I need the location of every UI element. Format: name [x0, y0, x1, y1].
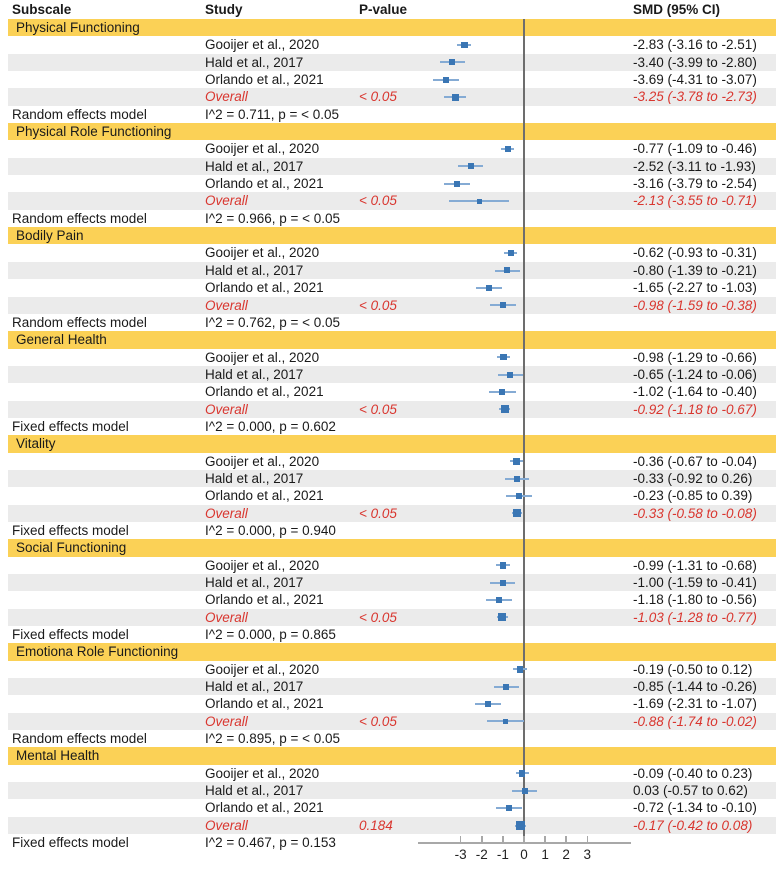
study-label: Hald et al., 2017	[205, 262, 304, 278]
study-row	[0, 470, 784, 487]
point-estimate-marker	[513, 458, 520, 465]
smd-ci-label: -2.83 (-3.16 to -2.51)	[633, 37, 757, 53]
smd-ci-label: -0.88 (-1.74 to -0.02)	[633, 713, 757, 729]
subscale-band	[0, 643, 784, 660]
model-row	[0, 418, 784, 435]
x-axis-tick	[544, 836, 546, 842]
subscale-label: Vitality	[16, 436, 56, 452]
study-label: Orlando et al., 2021	[205, 696, 324, 712]
x-axis-tick	[523, 836, 525, 842]
study-label: Overall	[205, 297, 248, 313]
smd-ci-label: -0.85 (-1.44 to -0.26)	[633, 679, 757, 695]
study-label: Overall	[205, 817, 248, 833]
point-estimate-marker	[516, 821, 525, 830]
column-header-row	[0, 0, 784, 19]
x-axis-tick	[481, 836, 483, 842]
study-row	[0, 695, 784, 712]
study-label: Gooijer et al., 2020	[205, 453, 320, 469]
study-label: Gooijer et al., 2020	[205, 141, 320, 157]
point-estimate-marker	[503, 684, 509, 690]
study-row	[0, 557, 784, 574]
smd-ci-label: -1.02 (-1.64 to -0.40)	[633, 384, 757, 400]
study-label: Gooijer et al., 2020	[205, 661, 320, 677]
study-label: Gooijer et al., 2020	[205, 349, 320, 365]
study-label: Hald et al., 2017	[205, 679, 304, 695]
model-stats-label: I^2 = 0.467, p = 0.153	[205, 835, 336, 851]
x-axis-tick	[460, 836, 462, 842]
study-row	[0, 591, 784, 608]
model-row	[0, 314, 784, 331]
smd-ci-label: -0.80 (-1.39 to -0.21)	[633, 262, 757, 278]
subscale-label: Mental Health	[16, 748, 100, 764]
model-row	[0, 626, 784, 643]
study-label: Hald et al., 2017	[205, 158, 304, 174]
header-study: Study	[205, 2, 243, 17]
smd-ci-label: -0.99 (-1.31 to -0.68)	[633, 557, 757, 573]
p-value: < 0.05	[359, 713, 397, 729]
overall-row	[0, 713, 784, 730]
study-row	[0, 453, 784, 470]
overall-row	[0, 88, 784, 105]
smd-ci-label: -0.77 (-1.09 to -0.46)	[633, 141, 757, 157]
point-estimate-marker	[501, 405, 509, 413]
x-axis-tick	[565, 836, 567, 842]
study-label: Gooijer et al., 2020	[205, 557, 320, 573]
point-estimate-marker	[454, 181, 460, 187]
point-estimate-marker	[461, 42, 468, 49]
x-axis-line	[418, 842, 631, 844]
smd-ci-label: -2.52 (-3.11 to -1.93)	[633, 158, 756, 174]
overall-row	[0, 817, 784, 834]
model-row	[0, 210, 784, 227]
study-label: Hald et al., 2017	[205, 54, 304, 70]
model-stats-label: I^2 = 0.000, p = 0.602	[205, 418, 336, 434]
study-label: Hald et al., 2017	[205, 783, 304, 799]
study-label: Gooijer et al., 2020	[205, 37, 320, 53]
x-axis-tick-label: 3	[583, 847, 592, 862]
subscale-band	[0, 19, 784, 36]
study-row	[0, 262, 784, 279]
study-label: Hald et al., 2017	[205, 366, 304, 382]
point-estimate-marker	[498, 613, 506, 621]
x-axis-tick-label: -2	[475, 847, 488, 862]
overall-row	[0, 192, 784, 209]
point-estimate-marker	[505, 146, 512, 153]
subscale-band	[0, 331, 784, 348]
forest-rows	[0, 19, 784, 852]
point-estimate-marker	[516, 493, 522, 499]
subscale-label: Physical Functioning	[16, 20, 140, 35]
model-type-label: Random effects model	[12, 106, 147, 122]
point-estimate-marker	[477, 199, 482, 204]
point-estimate-marker	[504, 267, 510, 273]
point-estimate-marker	[517, 666, 524, 673]
smd-ci-label: -3.16 (-3.79 to -2.54)	[633, 176, 757, 192]
smd-ci-label: -0.98 (-1.29 to -0.66)	[633, 349, 757, 365]
subscale-label: Emotiona Role Functioning	[16, 644, 179, 660]
model-stats-label: I^2 = 0.000, p = 0.865	[205, 627, 336, 643]
study-label: Orlando et al., 2021	[205, 384, 324, 400]
model-row	[0, 730, 784, 747]
study-row	[0, 175, 784, 192]
study-row	[0, 71, 784, 88]
point-estimate-marker	[503, 719, 508, 724]
point-estimate-marker	[449, 59, 455, 65]
point-estimate-marker	[468, 163, 474, 169]
smd-ci-label: -0.33 (-0.92 to 0.26)	[633, 470, 753, 486]
model-type-label: Fixed effects model	[12, 418, 129, 434]
x-axis-tick	[587, 836, 589, 842]
subscale-label: Physical Role Functioning	[16, 124, 172, 140]
model-type-label: Random effects model	[12, 731, 147, 747]
point-estimate-marker	[496, 597, 502, 603]
smd-ci-label: -0.17 (-0.42 to 0.08)	[633, 817, 753, 833]
smd-ci-label: -0.09 (-0.40 to 0.23)	[633, 765, 753, 781]
smd-ci-label: -0.36 (-0.67 to -0.04)	[633, 453, 757, 469]
p-value: < 0.05	[359, 505, 397, 521]
study-row	[0, 574, 784, 591]
study-row	[0, 349, 784, 366]
model-type-label: Random effects model	[12, 314, 147, 330]
smd-ci-label: -2.13 (-3.55 to -0.71)	[633, 193, 757, 209]
point-estimate-marker	[499, 389, 505, 395]
model-type-label: Random effects model	[12, 210, 147, 226]
study-label: Overall	[205, 89, 248, 105]
subscale-band	[0, 539, 784, 556]
point-estimate-marker	[500, 354, 507, 361]
point-estimate-marker	[508, 250, 515, 257]
model-type-label: Fixed effects model	[12, 835, 129, 851]
header-smd: SMD (95% CI)	[633, 2, 721, 17]
subscale-band	[0, 227, 784, 244]
study-label: Overall	[205, 505, 248, 521]
smd-ci-label: -1.00 (-1.59 to -0.41)	[633, 575, 757, 590]
smd-ci-label: -0.62 (-0.93 to -0.31)	[633, 245, 757, 261]
model-stats-label: I^2 = 0.000, p = 0.940	[205, 522, 336, 538]
study-label: Gooijer et al., 2020	[205, 245, 320, 261]
smd-ci-label: -0.92 (-1.18 to -0.67)	[633, 401, 757, 417]
model-stats-label: I^2 = 0.762, p = < 0.05	[205, 314, 341, 330]
overall-row	[0, 505, 784, 522]
smd-ci-label: -1.03 (-1.28 to -0.77)	[633, 609, 757, 625]
smd-ci-label: -1.65 (-2.27 to -1.03)	[633, 280, 757, 296]
subscale-band	[0, 747, 784, 764]
study-row	[0, 487, 784, 504]
point-estimate-marker	[443, 77, 449, 83]
study-row	[0, 765, 784, 782]
study-row	[0, 383, 784, 400]
study-row	[0, 366, 784, 383]
point-estimate-marker	[506, 805, 512, 811]
header-pvalue: P-value	[359, 2, 408, 17]
smd-ci-label: 0.03 (-0.57 to 0.62)	[633, 783, 748, 799]
study-row	[0, 36, 784, 53]
p-value: < 0.05	[359, 401, 397, 417]
smd-ci-label: -1.18 (-1.80 to -0.56)	[633, 592, 757, 608]
study-label: Hald et al., 2017	[205, 470, 304, 486]
model-stats-label: I^2 = 0.966, p = < 0.05	[205, 210, 341, 226]
study-row	[0, 279, 784, 296]
subscale-band	[0, 123, 784, 140]
study-label: Orlando et al., 2021	[205, 592, 324, 608]
point-estimate-marker	[513, 509, 521, 517]
zero-reference-line	[523, 19, 524, 838]
model-row	[0, 522, 784, 539]
smd-ci-label: -0.23 (-0.85 to 0.39)	[633, 488, 753, 504]
study-row	[0, 54, 784, 71]
point-estimate-marker	[514, 476, 520, 482]
point-estimate-marker	[452, 94, 459, 101]
subscale-label: Bodily Pain	[16, 228, 84, 244]
smd-ci-label: -0.72 (-1.34 to -0.10)	[633, 800, 757, 816]
smd-ci-label: -3.25 (-3.78 to -2.73)	[633, 89, 757, 105]
p-value: < 0.05	[359, 609, 397, 625]
point-estimate-marker	[500, 562, 507, 569]
point-estimate-marker	[500, 580, 506, 586]
study-row	[0, 799, 784, 816]
point-estimate-marker	[486, 285, 492, 291]
p-value: < 0.05	[359, 297, 397, 313]
point-estimate-marker	[500, 302, 506, 308]
smd-ci-label: -0.98 (-1.59 to -0.38)	[633, 297, 757, 313]
study-row	[0, 782, 784, 799]
subscale-band-background	[8, 331, 776, 348]
point-estimate-marker	[519, 770, 526, 777]
study-row	[0, 140, 784, 157]
smd-ci-label: -0.65 (-1.24 to -0.06)	[633, 366, 757, 382]
overall-row	[0, 297, 784, 314]
model-row	[0, 106, 784, 123]
point-estimate-marker	[485, 701, 491, 707]
study-row	[0, 158, 784, 175]
x-axis-tick-label: 0	[520, 847, 528, 862]
smd-ci-label: -0.19 (-0.50 to 0.12)	[633, 661, 753, 677]
x-axis-tick	[502, 836, 504, 842]
smd-ci-label: -0.33 (-0.58 to -0.08)	[633, 505, 757, 521]
smd-ci-label: -1.69 (-2.31 to -1.07)	[633, 696, 757, 712]
subscale-band	[0, 435, 784, 452]
study-label: Orlando et al., 2021	[205, 488, 324, 504]
subscale-band-background	[8, 747, 776, 764]
model-stats-label: I^2 = 0.895, p = < 0.05	[205, 731, 341, 747]
overall-row	[0, 609, 784, 626]
model-type-label: Fixed effects model	[12, 627, 129, 643]
x-axis-tick-label: 2	[562, 847, 570, 862]
study-row	[0, 678, 784, 695]
study-label: Overall	[205, 401, 248, 417]
study-label: Overall	[205, 609, 248, 625]
subscale-band-background	[8, 435, 776, 452]
p-value: < 0.05	[359, 193, 397, 209]
study-label: Orlando et al., 2021	[205, 800, 324, 816]
study-label: Orlando et al., 2021	[205, 72, 324, 88]
model-stats-label: I^2 = 0.711, p = < 0.05	[205, 106, 340, 122]
model-row	[0, 834, 784, 851]
study-row	[0, 244, 784, 261]
x-axis-tick-label: 1	[541, 847, 549, 862]
p-value: < 0.05	[359, 89, 397, 105]
p-value: 0.184	[359, 817, 393, 833]
study-label: Hald et al., 2017	[205, 575, 304, 590]
point-estimate-marker	[522, 788, 528, 794]
smd-ci-label: -3.69 (-4.31 to -3.07)	[633, 72, 757, 88]
x-axis-tick-label: -3	[454, 847, 467, 862]
x-axis-tick-label: -1	[496, 847, 509, 862]
study-label: Gooijer et al., 2020	[205, 765, 320, 781]
overall-row	[0, 401, 784, 418]
study-label: Orlando et al., 2021	[205, 280, 324, 296]
smd-ci-label: -3.40 (-3.99 to -2.80)	[633, 54, 757, 70]
study-label: Overall	[205, 713, 248, 729]
point-estimate-marker	[507, 372, 513, 378]
study-label: Orlando et al., 2021	[205, 176, 324, 192]
subscale-label: Social Functioning	[16, 540, 127, 556]
study-row	[0, 661, 784, 678]
subscale-label: General Health	[16, 332, 107, 348]
model-type-label: Fixed effects model	[12, 522, 129, 538]
header-subscale: Subscale	[12, 2, 72, 17]
subscale-band-background	[8, 227, 776, 244]
study-label: Overall	[205, 193, 248, 209]
